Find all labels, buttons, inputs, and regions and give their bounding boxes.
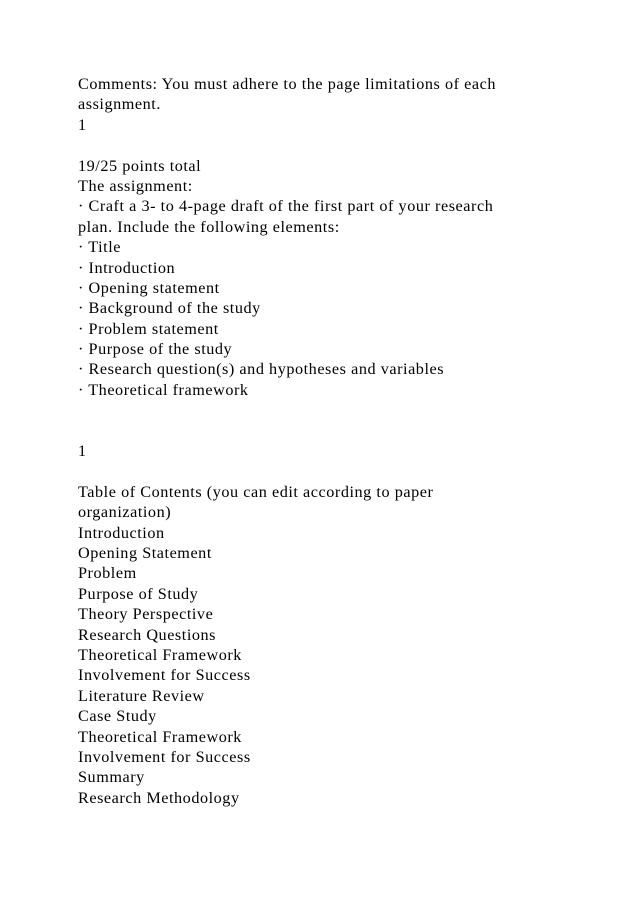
toc-item: Case Study <box>78 707 157 726</box>
toc-item: Summary <box>78 768 145 787</box>
comments-line-1: Comments: You must adhere to the page limitations of each <box>78 75 496 93</box>
element-item: · Purpose of the study <box>78 340 233 359</box>
element-item: · Title <box>78 238 121 257</box>
toc-item: Problem <box>78 564 137 583</box>
assignment-heading: The assignment: <box>78 176 193 195</box>
element-item: · Research question(s) and hypotheses and variables <box>78 360 445 379</box>
spacer <box>78 135 558 155</box>
comments-line-2: assignment. <box>78 95 161 114</box>
toc-item: Theory Perspective <box>78 605 214 624</box>
toc-item: Involvement for Success <box>78 666 251 685</box>
toc-item: Purpose of Study <box>78 584 199 603</box>
spacer <box>78 400 558 441</box>
toc-heading-line-2: organization) <box>78 503 172 522</box>
toc-item: Literature Review <box>78 686 205 705</box>
element-item: · Problem statement <box>78 319 219 338</box>
toc-item: Opening Statement <box>78 544 212 562</box>
toc-item: Research Questions <box>78 625 217 644</box>
comments-number: 1 <box>78 115 87 134</box>
toc-item: Theoretical Framework <box>78 645 242 664</box>
page-number: 1 <box>78 442 87 461</box>
toc-item: Introduction <box>78 523 165 542</box>
document-body <box>78 74 558 808</box>
points-total: 19/25 points total <box>78 156 202 175</box>
element-item: · Theoretical framework <box>78 380 249 399</box>
element-item: · Background of the study <box>78 299 261 318</box>
element-item: · Opening statement <box>78 278 220 297</box>
spacer <box>78 461 558 481</box>
toc-item: Research Methodology <box>78 788 240 807</box>
element-item: · Introduction <box>78 258 176 277</box>
assignment-task-line-1: · Craft a 3- to 4-page draft of the first part of your research <box>78 197 494 216</box>
toc-heading-line-1: Table of Contents (you can edit according to paper <box>78 482 434 501</box>
assignment-task-line-2: plan. Include the following elements: <box>78 217 340 236</box>
toc-item: Involvement for Success <box>78 747 251 766</box>
toc-item: Theoretical Framework <box>78 727 242 746</box>
